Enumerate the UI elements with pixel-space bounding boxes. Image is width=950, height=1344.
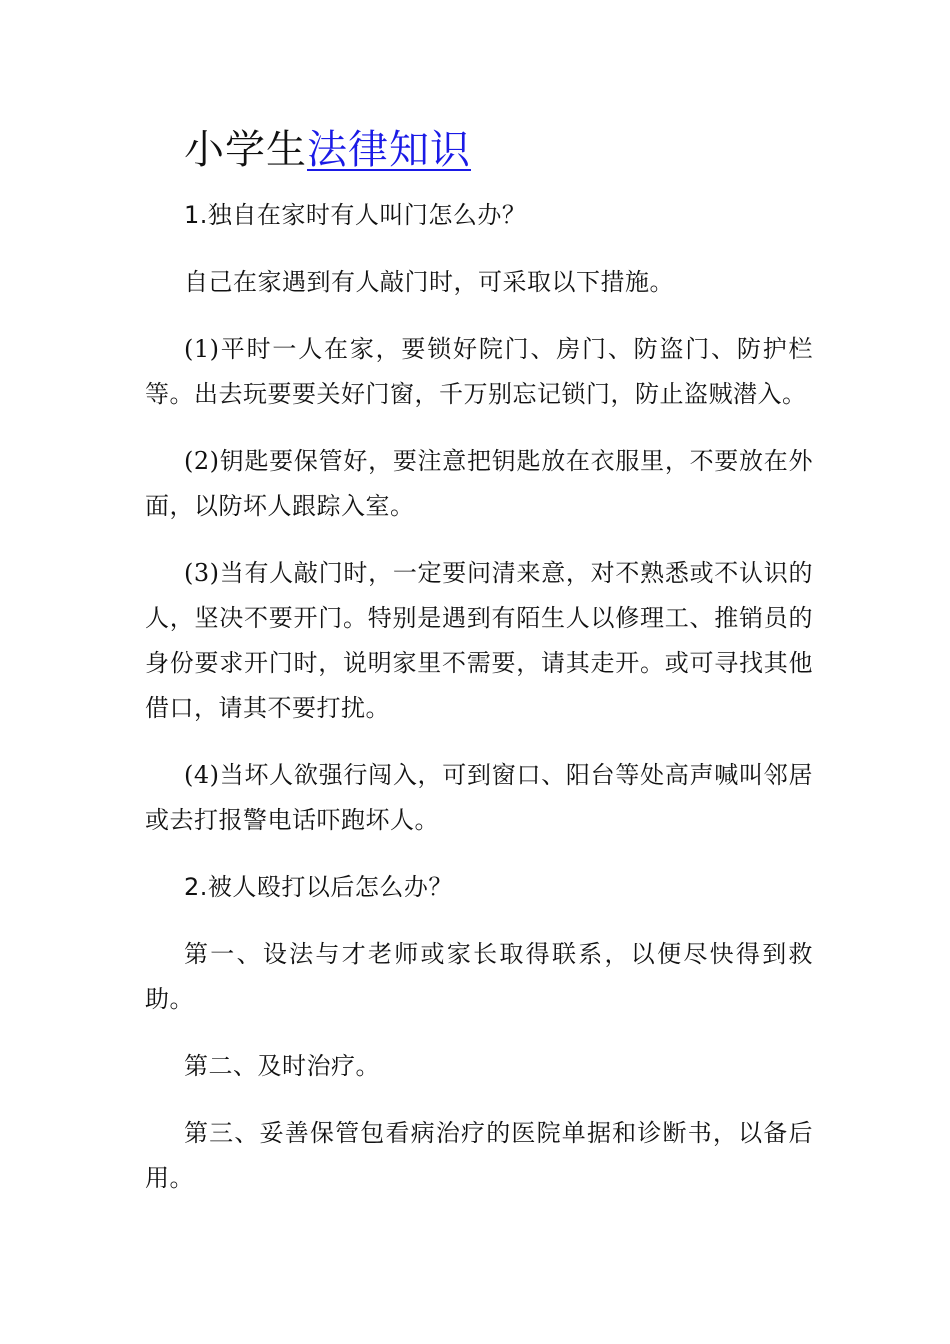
question-heading-1: 1.独自在家时有人叫门怎么办？ — [184, 201, 527, 229]
document-body — [145, 193, 813, 1223]
paragraph: (3)当有人敲门时，一定要问清来意，对不熟悉或不认识的人，坚决不要开门。特别是遇到有陌生人以修理工、推销员的身份要求开门时，说明家里不需要，请其走开。或可寻找其他借口，请其不要打扰。 — [145, 559, 813, 722]
paragraph: (4)当坏人欲强行闯入，可到窗口、阳台等处高声喊叫邻居或去打报警电话吓跑坏人。 — [145, 761, 813, 834]
title-prefix: 小学生 — [184, 127, 307, 173]
page-title — [184, 124, 471, 176]
question-heading-2: 2.被人殴打以后怎么办？ — [184, 873, 453, 901]
paragraph: 第一、设法与才老师或家长取得联系，以便尽快得到救助。 — [145, 940, 813, 1013]
paragraph: 自己在家遇到有人敲门时，可采取以下措施。 — [184, 268, 674, 296]
paragraph: (1)平时一人在家，要锁好院门、房门、防盗门、防护栏等。出去玩要要关好门窗，千万别忘记锁门，防止盗贼潜入。 — [145, 335, 813, 408]
title-link[interactable]: 法律知识 — [307, 127, 471, 173]
paragraph: (2)钥匙要保管好，要注意把钥匙放在衣服里，不要放在外面，以防坏人跟踪入室。 — [145, 447, 813, 520]
paragraph: 第三、妥善保管包看病治疗的医院单据和诊断书，以备后用。 — [145, 1119, 813, 1192]
paragraph: 第二、及时治疗。 — [184, 1052, 380, 1080]
